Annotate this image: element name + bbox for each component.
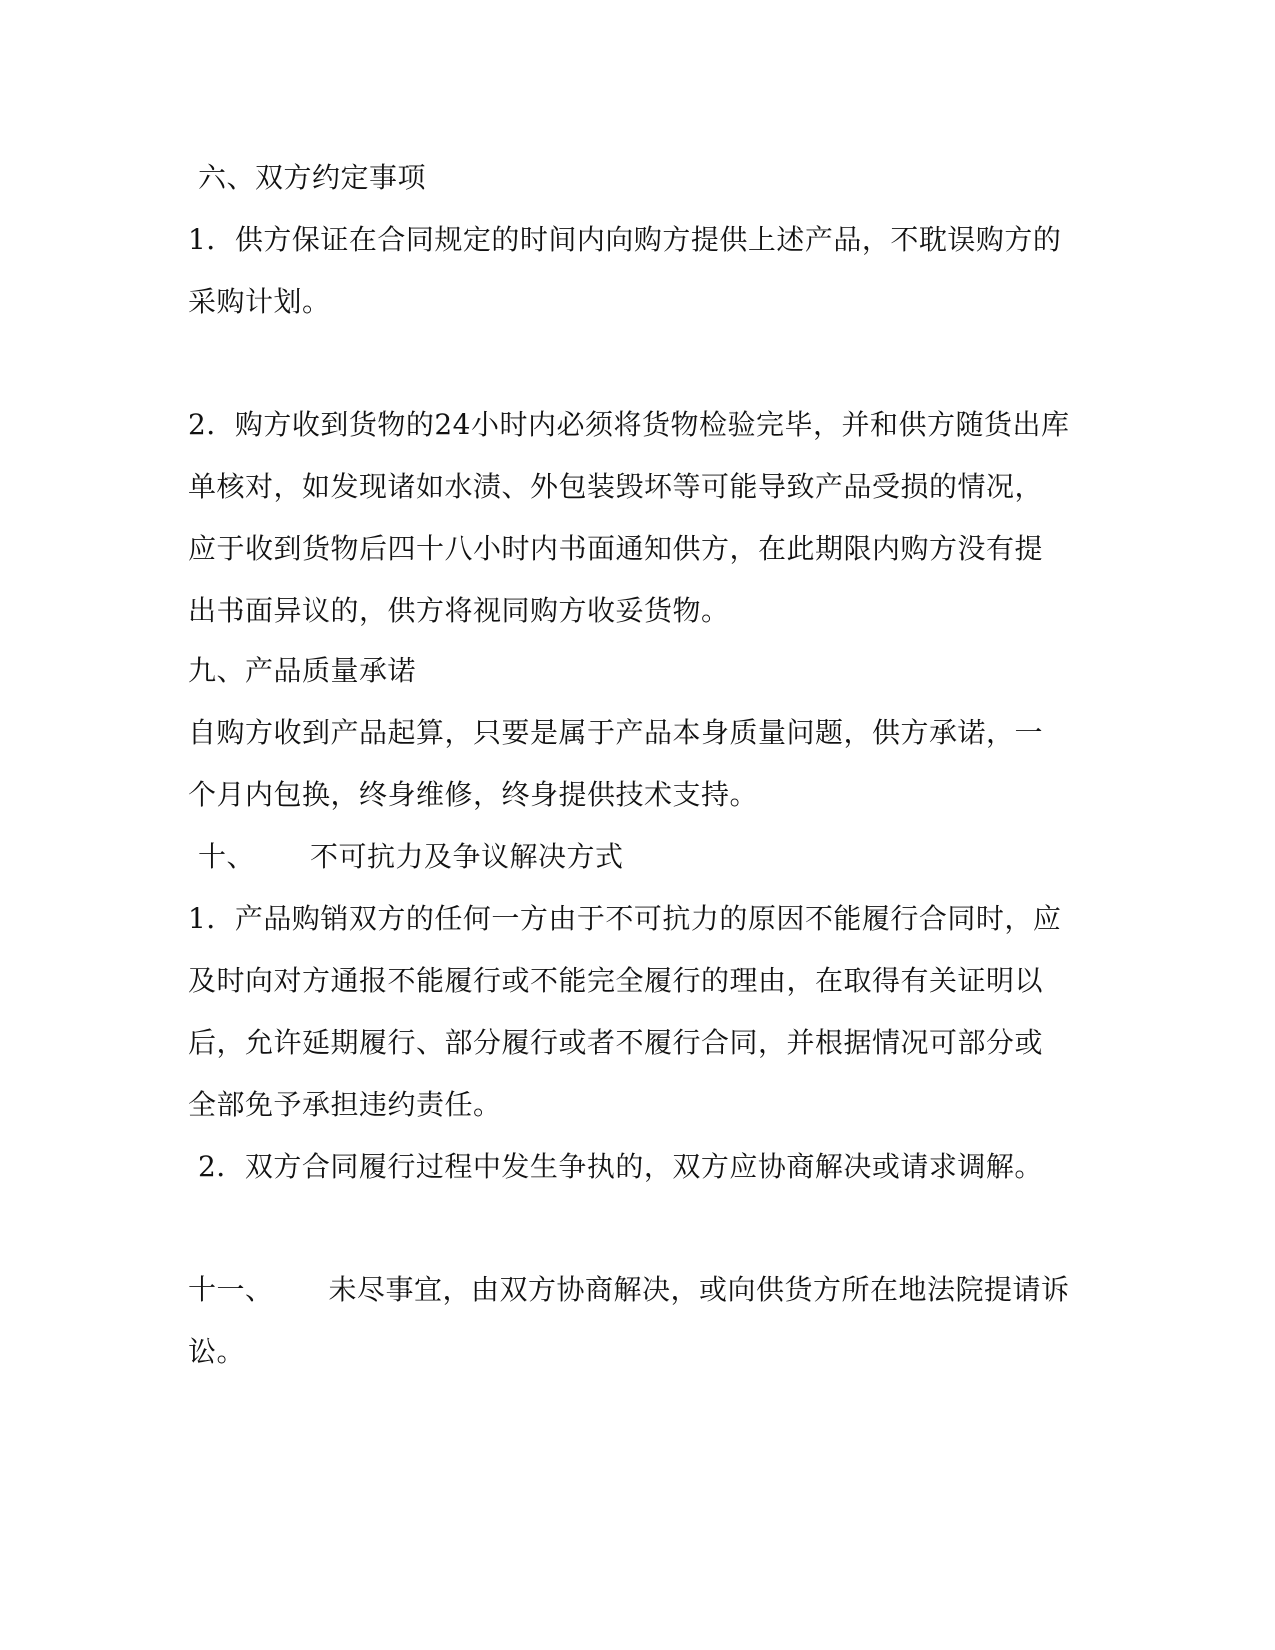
- section9-heading: 九、产品质量承诺: [188, 654, 417, 687]
- section6-item1-line1: 1．供方保证在合同规定的时间内向购方提供上述产品，不耽误购方的: [188, 223, 1062, 256]
- section6-item2-line2: 单核对，如发现诸如水渍、外包装毁坏等可能导致产品受损的情况，: [188, 470, 1044, 503]
- section6-heading: 六、双方约定事项: [198, 161, 427, 194]
- section11-text-line1: 未尽事宜，由双方协商解决，或向供货方所在地法院提请诉: [328, 1273, 1070, 1306]
- section10-item2: 2．双方合同履行过程中发生争执的，双方应协商解决或请求调解。: [198, 1150, 1043, 1183]
- section10-item1-line4: 全部免予承担违约责任。: [188, 1088, 502, 1121]
- section6-item1-line2: 采购计划。: [188, 285, 331, 318]
- section10-item1-line1: 1．产品购销双方的任何一方由于不可抗力的原因不能履行合同时，应: [188, 902, 1062, 935]
- section6-item2-line4: 出书面异议的，供方将视同购方收妥货物。: [188, 594, 730, 627]
- section10-item1-line3: 后，允许延期履行、部分履行或者不履行合同，并根据情况可部分或: [188, 1026, 1044, 1059]
- section6-item2-line1: 2．购方收到货物的24小时内必须将货物检验完毕，并和供方随货出库: [188, 408, 1070, 441]
- section6-item2-line3: 应于收到货物后四十八小时内书面通知供方，在此期限内购方没有提: [188, 532, 1044, 565]
- section11-line2: 讼。: [188, 1335, 246, 1368]
- section10-heading-text: 不可抗力及争议解决方式: [310, 840, 624, 873]
- section10-heading: [198, 839, 1098, 875]
- section10-heading-number: 十、: [198, 840, 256, 873]
- section10-item1-line2: 及时向对方通报不能履行或不能完全履行的理由，在取得有关证明以: [188, 964, 1044, 997]
- section11-line1: [188, 1272, 1088, 1308]
- section9-body-line1: 自购方收到产品起算，只要是属于产品本身质量问题，供方承诺，一: [188, 716, 1044, 749]
- section11-number: 十一、: [188, 1273, 274, 1306]
- section9-body-line2: 个月内包换，终身维修，终身提供技术支持。: [188, 778, 759, 811]
